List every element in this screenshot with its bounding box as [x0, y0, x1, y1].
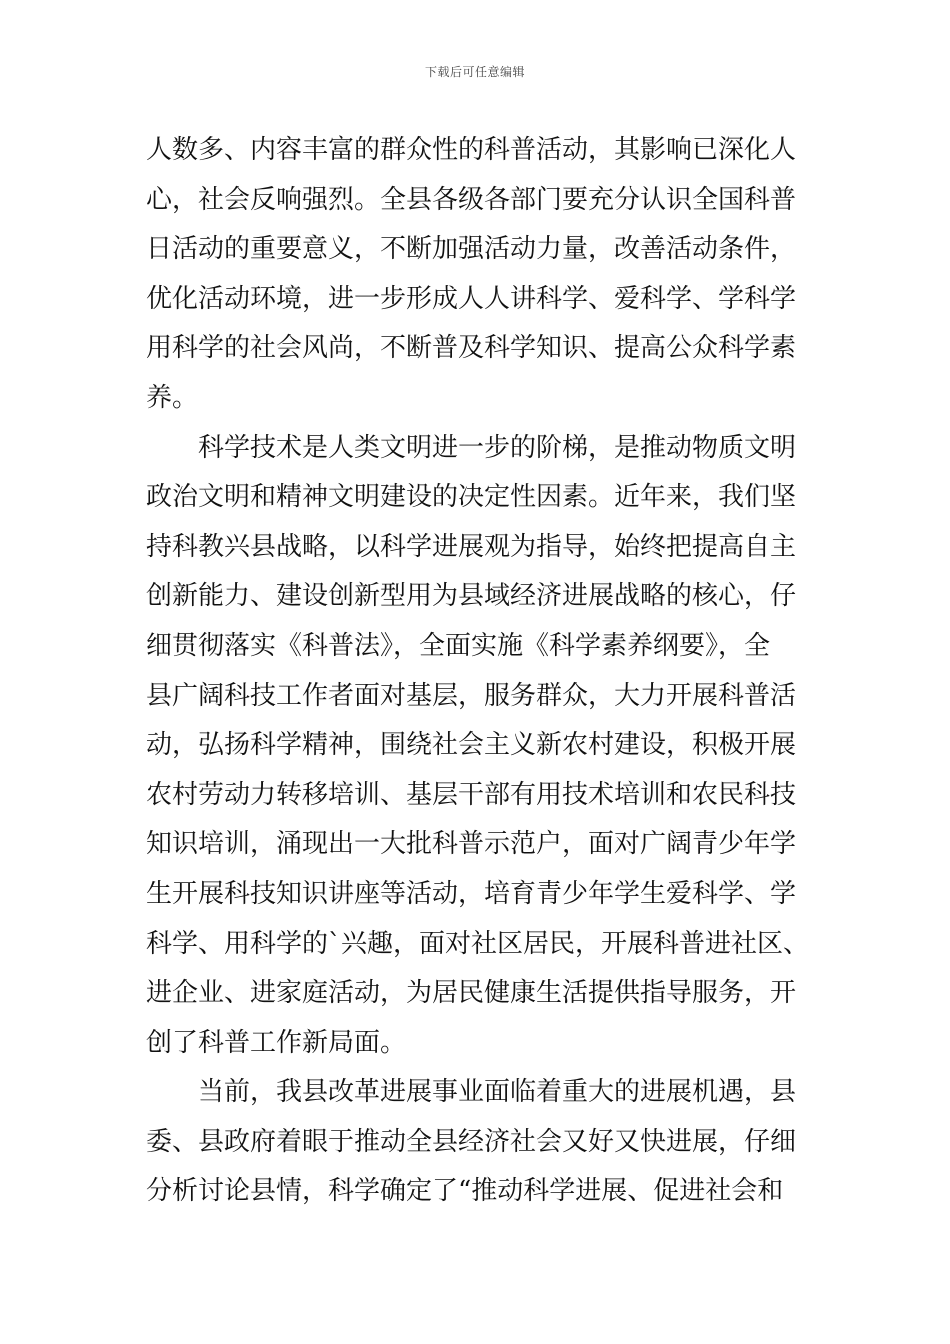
text-line: 创了科普工作新局面。: [146, 1027, 407, 1058]
text-line: 细贯彻落实《科普法》，全面实施《科学素养纲要》，全: [146, 630, 771, 661]
text-line: 创新能力、建设创新型用为县域经济进展战略的核心，仔: [146, 581, 797, 612]
text-line: 日活动的重要意义，不断加强活动力量，改善活动条件，: [146, 234, 797, 265]
text-line: 优化活动环境，进一步形成人人讲科学、爱科学、学科学: [146, 283, 797, 314]
text-line: 科学、用科学的`兴趣，面对社区居民，开展科普进社区、: [146, 928, 810, 959]
text-line: 心，社会反响强烈。全县各级各部门要充分认识全国科普: [146, 184, 797, 215]
text-line: 动，弘扬科学精神，围绕社会主义新农村建设，积极开展: [146, 730, 797, 761]
text-line: 分析讨论县情，科学确定了“推动科学进展、促进社会和: [146, 1176, 784, 1207]
text-line: 用科学的社会风尚，不断普及科学知识、提高公众科学素: [146, 333, 797, 364]
text-line: 当前，我县改革进展事业面临着重大的进展机遇，县: [146, 1077, 797, 1108]
text-line: 委、县政府着眼于推动全县经济社会又好又快进展，仔细: [146, 1126, 797, 1157]
text-line: 科学技术是人类文明进一步的阶梯，是推动物质文明: [146, 432, 797, 463]
text-line: 县广阔科技工作者面对基层，服务群众，大力开展科普活: [146, 680, 797, 711]
text-line: 知识培训，涌现出一大批科普示范户，面对广阔青少年学: [146, 829, 797, 860]
text-line: 政治文明和精神文明建设的决定性因素。近年来，我们坚: [146, 482, 797, 513]
body-text: [146, 126, 808, 1217]
text-line: 人数多、内容丰富的群众性的科普活动，其影响已深化人: [146, 135, 797, 165]
text-line: 农村劳动力转移培训、基层干部有用技术培训和农民科技: [146, 779, 797, 810]
page-header: 下载后可任意编辑: [424, 65, 525, 79]
text-line: 养。: [146, 382, 199, 413]
text-line: 生开展科技知识讲座等活动，培育青少年学生爱科学、学: [146, 878, 797, 909]
text-line: 持科教兴县战略，以科学进展观为指导，始终把提高自主: [146, 531, 797, 562]
text-line: 进企业、进家庭活动，为居民健康生活提供指导服务，开: [146, 978, 797, 1009]
